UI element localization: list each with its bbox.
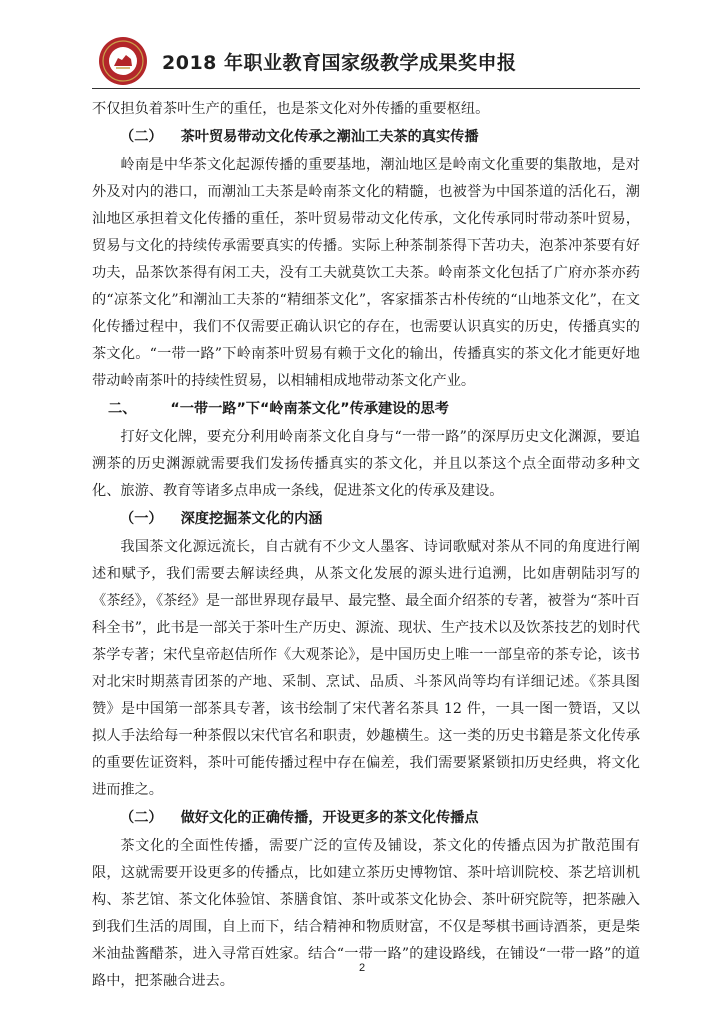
page-header-title: 2018 年职业教育国家级教学成果奖申报 bbox=[162, 52, 517, 74]
header-divider bbox=[92, 88, 640, 89]
subsection-heading bbox=[92, 123, 640, 152]
heading-text: 深度挖掘茶文化的内涵 bbox=[180, 511, 323, 527]
paragraph: 打好文化牌，要充分利用岭南茶文化自身与“一带一路”的深厚历史文化渊源，要追溯茶的历史渊源就需要我们发扬传播真实的茶文化，并且以茶这个点全面带动多种文化、旅游、教育等诸多点串成一条线，促进茶文化的传承及建设。 bbox=[92, 429, 640, 499]
heading-text: 做好文化的正确传播，开设更多的茶文化传播点 bbox=[180, 810, 479, 826]
heading-number: （一） bbox=[120, 511, 163, 527]
school-emblem-icon bbox=[98, 36, 148, 86]
subsection-heading bbox=[92, 505, 640, 534]
page-number: 2 bbox=[358, 962, 366, 974]
subsection-heading bbox=[92, 804, 640, 833]
heading-text: “一带一路”下“岭南茶文化”传承建设的思考 bbox=[170, 401, 449, 417]
paragraph: 茶文化的全面性传播，需要广泛的宣传及铺设，茶文化的传播点因为扩散范围有限，这就需要开设更多的传播点，比如建立茶历史博物馆、茶叶培训院校、茶艺培训机构、茶艺馆、茶文化体验馆、茶膳食馆、茶叶或茶文化协会、茶叶研究院等，把茶融入到我们生活的周围，自上而下，结合精神和物质财富，不仅是琴棋书画诗酒茶，更是柴米油盐酱醋茶，进入寻常百姓家。结合“一带一路”的建设路线，在铺设“一带一路”的道路中，把茶融合进去。 bbox=[92, 838, 640, 989]
paragraph: 不仅担负着茶叶生产的重任，也是茶文化对外传播的重要枢纽。 bbox=[92, 101, 490, 117]
heading-number: （二） bbox=[120, 810, 163, 826]
paragraph: 我国茶文化源远流长，自古就有不少文人墨客、诗词歌赋对茶从不同的角度进行阐述和赋予，我们需要去解读经典，从茶文化发展的源头进行追溯，比如唐朝陆羽写的《茶经》，《茶经》是一部世界现存最早、最完整、最全面介绍茶的专著，被誉为“茶叶百科全书”，此书是一部关于茶叶生产历史、源流、现状、生产技术以及饮茶技艺的划时代茶学专著；宋代皇帝赵佶所作《大观茶论》，是中国历史上唯一一部皇帝的茶专论，该书对北宋时期蒸青团茶的产地、采制、烹试、品质、斗茶风尚等均有详细记述。《茶具图赞》是中国第一部茶具专著，该书绘制了宋代著名茶具 12 件，一具一图一赞语，又以拟人手法给每一种茶假以宋代官名和职责，妙趣横生。这一类的历史书籍是茶文化传承的重要佐证资料，茶叶可能传播过程中存在偏差，我们需要紧紧锁扣历史经典，将文化进而推之。 bbox=[92, 539, 640, 798]
page-header bbox=[0, 0, 724, 96]
heading-number: （二） bbox=[120, 129, 163, 145]
document-body bbox=[92, 96, 640, 995]
heading-number: 二、 bbox=[108, 401, 137, 417]
section-heading bbox=[92, 395, 640, 424]
heading-text: 茶叶贸易带动文化传承之潮汕工夫茶的真实传播 bbox=[180, 129, 479, 145]
paragraph: 岭南是中华茶文化起源传播的重要基地，潮汕地区是岭南文化重要的集散地，是对外及对内的港口，而潮汕工夫茶是岭南茶文化的精髓，也被誉为中国茶道的活化石，潮汕地区承担着文化传播的重任，茶叶贸易带动文化传承，文化传承同时带动茶叶贸易，贸易与文化的持续传承需要真实的传播。实际上种茶制茶得下苦功夫，泡茶冲茶要有好功夫，品茶饮茶得有闲工夫，没有工夫就莫饮工夫茶。岭南茶文化包括了广府亦茶亦药的“凉茶文化”和潮汕工夫茶的“精细茶文化”，客家擂茶古朴传统的“山地茶文化”，在文化传播过程中，我们不仅需要正确认识它的存在，也需要认识真实的历史，传播真实的茶文化。“一带一路”下岭南茶叶贸易有赖于文化的输出，传播真实的茶文化才能更好地带动岭南茶叶的持续性贸易，以相辅相成地带动茶文化产业。 bbox=[92, 157, 640, 389]
